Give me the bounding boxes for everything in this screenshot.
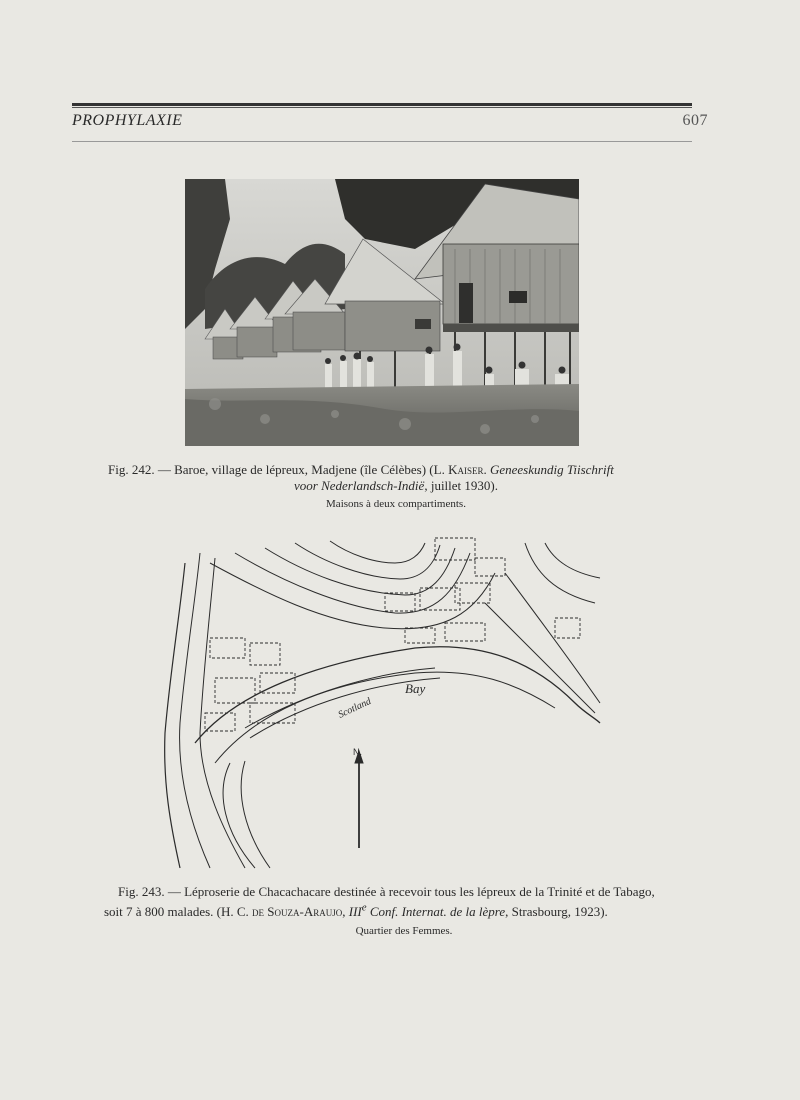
map-label-bay: Bay [405, 681, 426, 696]
figure-243-conf-sup: e [361, 902, 367, 914]
figure-242-journal-a: Geneeskundig Tiischrift [489, 462, 614, 477]
figure-242-caption [96, 462, 696, 512]
figure-242-text: — Baroe, village de lépreux, Madjene (île Célèbes) (L. [154, 462, 449, 477]
figure-242-date: , juillet 1930). [424, 478, 498, 493]
figure-243-conf-b: Conf. Internat. de la lèpre [366, 904, 506, 920]
figure-243-subcaption: Quartier des Femmes. [355, 925, 453, 938]
figure-243-label: Fig. 243. [118, 884, 165, 899]
leprosarium-map [155, 533, 605, 873]
village-photograph [185, 179, 579, 446]
figure-243-sep: , [342, 904, 349, 920]
header-underline [72, 141, 692, 142]
figure-243-caption [104, 884, 704, 939]
header-rule-thin [72, 107, 692, 108]
running-title: PROPHYLAXIE [72, 112, 183, 129]
figure-242-subcaption: Maisons à deux compartiments. [326, 498, 466, 510]
figure-242-caption-line1 [96, 462, 696, 478]
figure-242-journal-b: voor Nederlandsch-Indië [293, 478, 425, 493]
map-label-scotland: Scotland [336, 695, 373, 721]
figure-242-caption-line2 [294, 478, 498, 493]
figure-243-conf-a: III [348, 904, 362, 920]
figure-242-label: Fig. 242. [108, 462, 155, 477]
figure-242-sep: . [483, 462, 490, 477]
running-head [72, 112, 708, 136]
figure-243-line1: — Léproserie de Chacachacare destinée à recevoir tous les lépreux de la Trinité et de Tabago, [164, 884, 655, 899]
map-label-north: N. [353, 747, 362, 757]
figure-243-caption-line2 [104, 904, 608, 919]
header-rule [72, 103, 692, 106]
figure-243-line2-start: soit 7 à 800 malades. (H. C. [104, 904, 253, 920]
figure-243-author: de Souza-Araujo [252, 904, 343, 920]
figure-243-line2-end: , Strasbourg, 1923). [505, 904, 608, 920]
figure-243-caption-line1 [104, 884, 704, 900]
page-number: 607 [682, 112, 708, 129]
figure-242-author: Kaiser [448, 462, 484, 477]
